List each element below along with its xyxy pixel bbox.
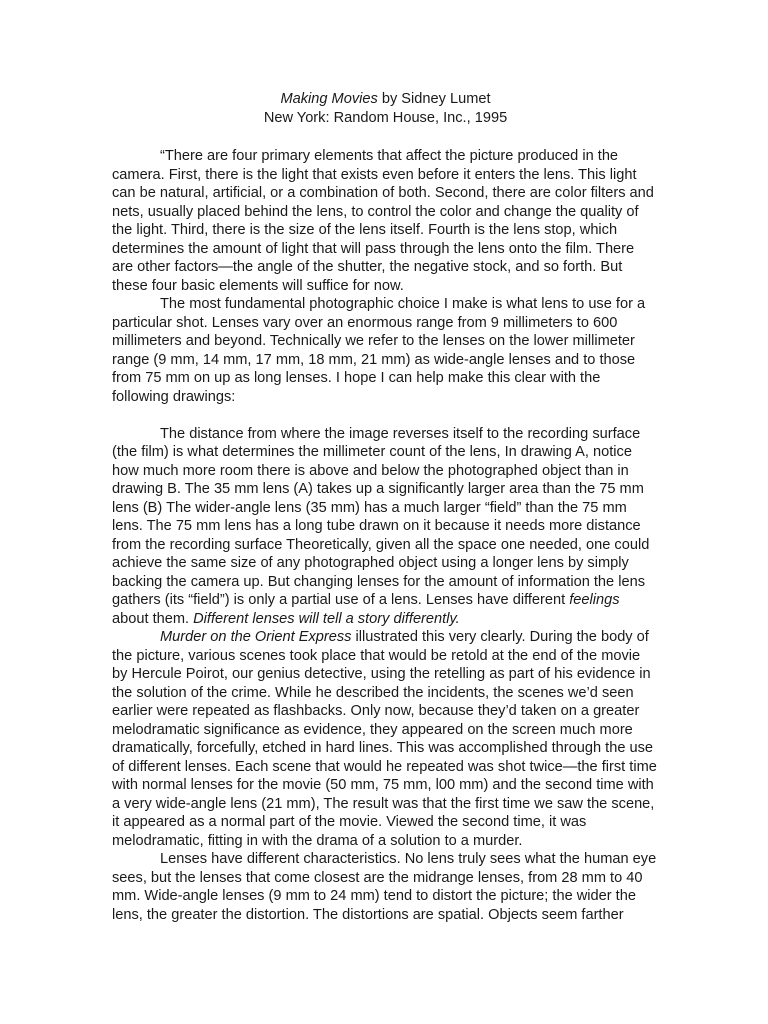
author-byline: by Sidney Lumet xyxy=(377,91,491,107)
title-block xyxy=(112,90,659,128)
film-title: Murder on the Orient Express xyxy=(160,629,352,645)
paragraph-1: “There are four primary elements that affect the picture produced in the camera. First, there is the light that exists even before it enters the lens. This light can be natural, artificial, or a combination of both. Second, there are color filters and nets, usually placed behind the lens, to control the color and change the quality of the light. Third, there is the size of the lens itself. Fourth is the lens stop, which determines the amount of light that will pass through the lens onto the film. There are other factors—the angle of the shutter, the negative stock, and so forth. But these four basic elements will suffice for now. xyxy=(112,148,654,294)
book-title: Making Movies xyxy=(280,91,378,107)
emphasis-feelings: feelings xyxy=(569,592,620,608)
publisher-line: New York: Random House, Inc., 1995 xyxy=(263,110,508,126)
paragraph-4-text: illustrated this very clearly. During the body of the picture, various scenes took place that would be retold at the end of the movie by Hercule Poirot, our genius detective, using the retelling as part of his evidence in the solution of the crime. While he described the incidents, the scenes we’d seen earlier were repeated as flashbacks. Only now, because they’d taken on a greater melodramatic significance as evidence, they appeared on the screen much more dramatically, forcefully, etched in hard lines. This was accomplished through the use of different lenses. Each scene that would he repeated was shot twice—the first time with normal lenses for the movie (50 mm, 75 mm, l00 mm) and the second time with a very wide-angle lens (21 mm), The result was that the first time we saw the scene, it appeared as a normal part of the movie. Viewed the second time, it was melodramatic, fitting in with the drama of a solution to a murder. xyxy=(112,629,657,849)
paragraph-3 xyxy=(112,425,659,629)
paragraph-5: Lenses have different characteristics. No lens truly sees what the human eye sees, but the lenses that come closest are the midrange lenses, from 28 mm to 40 mm. Wide-angle lenses (9 mm to 24 mm) tend to distort the picture; the wider the lens, the greater the distortion. The distortions are spatial. Objects seem farther xyxy=(112,851,657,923)
emphasis-different-lenses: Different lenses will tell a story differently. xyxy=(193,610,460,627)
paragraph-3-after: about them. xyxy=(112,610,194,627)
paragraph-3-text: The distance from where the image reverses itself to the recording surface (the film) is what determines the millimeter count of the lens, In drawing A, notice how much more room there is above and below the photographed object than in drawing B. The 35 mm lens (A) takes up a significantly larger area than the 75 mm lens (B) The wider-angle lens (35 mm) has a much larger “field” than the 75 mm lens. The 75 mm lens has a long tube drawn on it because it needs more distance from the recording surface Theoretically, given all the space one needed, one could achieve the same size of any photographed object using a longer lens by simply backing the camera up. But changing lenses for the amount of information the lens gathers (its “field”) is only a partial use of a lens. Lenses have different xyxy=(112,425,650,608)
title-line xyxy=(112,90,659,109)
paragraph-2: The most fundamental photographic choice I make is what lens to use for a particular shot. Lenses vary over an enormous range from 9 millimeters to 600 millimeters and beyond. Technically we refer to the lenses on the lower millimeter range (9 mm, 14 mm, 17 mm, 18 mm, 21 mm) as wide-angle lenses and to those from 75 mm on up as long lenses. I hope I can help make this clear with the following drawings: xyxy=(112,296,646,405)
document-page xyxy=(112,90,659,924)
paragraph-4 xyxy=(112,628,659,850)
